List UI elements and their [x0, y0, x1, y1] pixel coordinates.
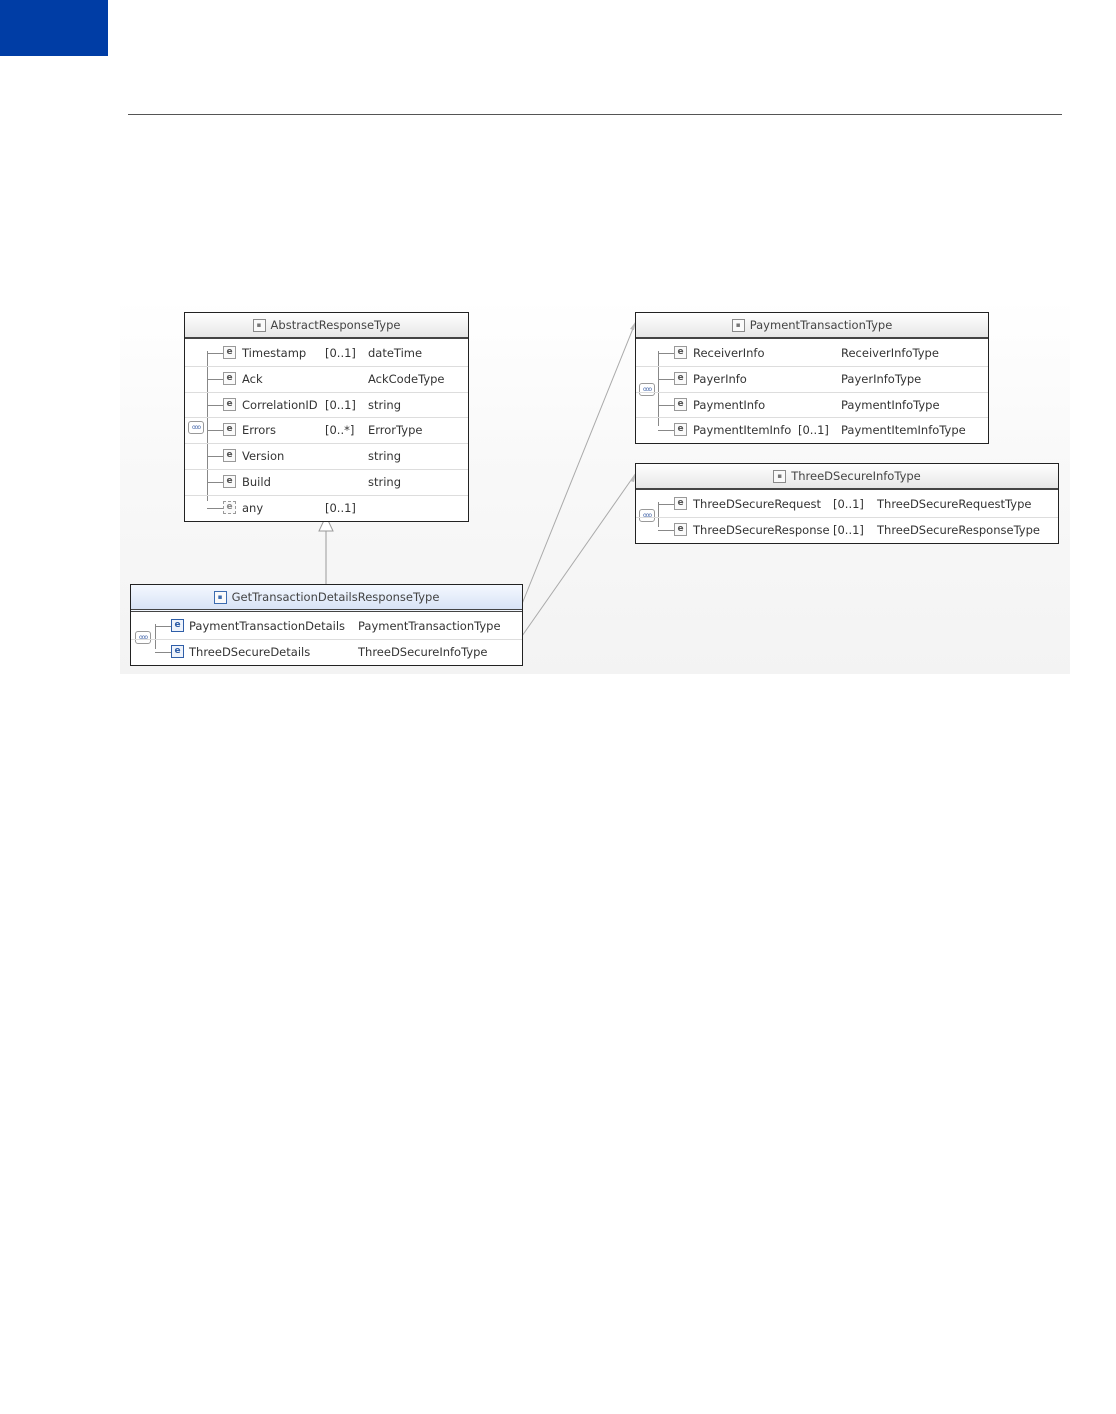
element-row — [185, 341, 468, 367]
element-name: any — [242, 500, 264, 515]
corner-tab — [0, 0, 108, 56]
element-row — [185, 496, 468, 521]
element-name: PaymentTransactionDetails — [189, 619, 346, 633]
type-header — [636, 464, 1058, 490]
simple-type-icon: ▪ — [253, 319, 266, 332]
element-row — [636, 367, 988, 393]
element-cardinality: [0..*] — [325, 423, 355, 438]
complex-type-icon: ▪ — [214, 591, 227, 604]
element-name: Build — [242, 474, 271, 489]
element-list — [131, 612, 522, 665]
type-title: AbstractResponseType — [270, 318, 401, 332]
element-name: Timestamp — [242, 346, 307, 360]
element-icon: e — [223, 372, 236, 385]
element-row — [185, 444, 468, 470]
element-icon: e — [674, 372, 687, 385]
element-type: string — [368, 474, 402, 489]
element-name: ThreeDSecureDetails — [189, 644, 311, 659]
element-name: Ack — [242, 371, 263, 386]
element-icon: e — [223, 449, 236, 462]
element-row — [636, 418, 988, 443]
any-element-icon: e — [223, 501, 236, 514]
element-icon: e — [674, 497, 687, 510]
element-list — [185, 339, 468, 521]
element-icon: e — [223, 475, 236, 488]
element-reference-icon: e — [171, 645, 184, 658]
type-header — [636, 313, 988, 339]
element-row — [636, 518, 1058, 543]
sequence-icon: ooo — [639, 509, 655, 522]
element-type: string — [368, 397, 402, 412]
element-type: PaymentTransactionType — [358, 619, 501, 633]
element-cardinality: [0..1] — [325, 346, 356, 360]
element-row — [185, 393, 468, 419]
element-icon: e — [674, 398, 687, 411]
element-name: PaymentInfo — [693, 397, 766, 412]
three-d-secure-info-type-box — [635, 463, 1059, 544]
element-name: PayerInfo — [693, 371, 747, 386]
type-title: ThreeDSecureInfoType — [791, 469, 921, 483]
element-row — [131, 614, 522, 640]
element-cardinality: [0..1] — [833, 497, 864, 511]
element-type: PaymentItemInfoType — [841, 423, 966, 438]
element-name: ThreeDSecureRequest — [693, 497, 822, 511]
element-cardinality: [0..1] — [833, 522, 864, 537]
element-name: CorrelationID — [242, 397, 318, 412]
element-type: AckCodeType — [368, 371, 445, 386]
element-row — [636, 492, 1058, 518]
element-cardinality: [0..1] — [325, 397, 356, 412]
element-row — [185, 367, 468, 393]
abstract-response-type-box — [184, 312, 469, 522]
element-name: PaymentItemInfo — [693, 423, 792, 438]
element-icon: e — [223, 423, 236, 436]
element-name: ThreeDSecureResponse — [693, 522, 830, 537]
get-transaction-details-response-type-box — [130, 584, 523, 666]
sequence-icon: ooo — [188, 421, 204, 434]
sequence-icon: ooo — [639, 383, 655, 396]
type-title: GetTransactionDetailsResponseType — [231, 590, 440, 604]
element-type: dateTime — [368, 346, 423, 360]
element-type: ErrorType — [368, 423, 423, 438]
element-row — [185, 470, 468, 496]
element-reference-icon: e — [171, 619, 184, 632]
element-list — [636, 339, 988, 443]
element-row — [636, 393, 988, 419]
simple-type-icon: ▪ — [732, 319, 745, 332]
type-header — [131, 585, 522, 612]
element-icon: e — [674, 346, 687, 359]
element-icon: e — [223, 398, 236, 411]
element-cardinality: [0..1] — [325, 500, 356, 515]
element-type: string — [368, 449, 402, 464]
element-cardinality: [0..1] — [798, 423, 829, 438]
sequence-icon: ooo — [135, 631, 151, 644]
element-type: ThreeDSecureInfoType — [358, 644, 488, 659]
simple-type-icon: ▪ — [773, 470, 786, 483]
element-row — [131, 640, 522, 665]
element-name: Errors — [242, 423, 277, 438]
element-type: PaymentInfoType — [841, 397, 940, 412]
type-header — [185, 313, 468, 339]
element-row — [636, 341, 988, 367]
element-name: ReceiverInfo — [693, 346, 765, 360]
element-icon: e — [674, 523, 687, 536]
payment-transaction-type-box — [635, 312, 989, 444]
type-title: PaymentTransactionType — [749, 318, 893, 332]
element-type: PayerInfoType — [841, 371, 922, 386]
element-icon: e — [674, 423, 687, 436]
element-row — [185, 418, 468, 444]
element-list — [636, 490, 1058, 543]
element-name: Version — [242, 449, 285, 464]
element-type: ReceiverInfoType — [841, 346, 939, 360]
header-rule — [128, 114, 1062, 115]
element-type: ThreeDSecureRequestType — [877, 497, 1032, 511]
element-icon: e — [223, 346, 236, 359]
element-type: ThreeDSecureResponseType — [877, 522, 1040, 537]
